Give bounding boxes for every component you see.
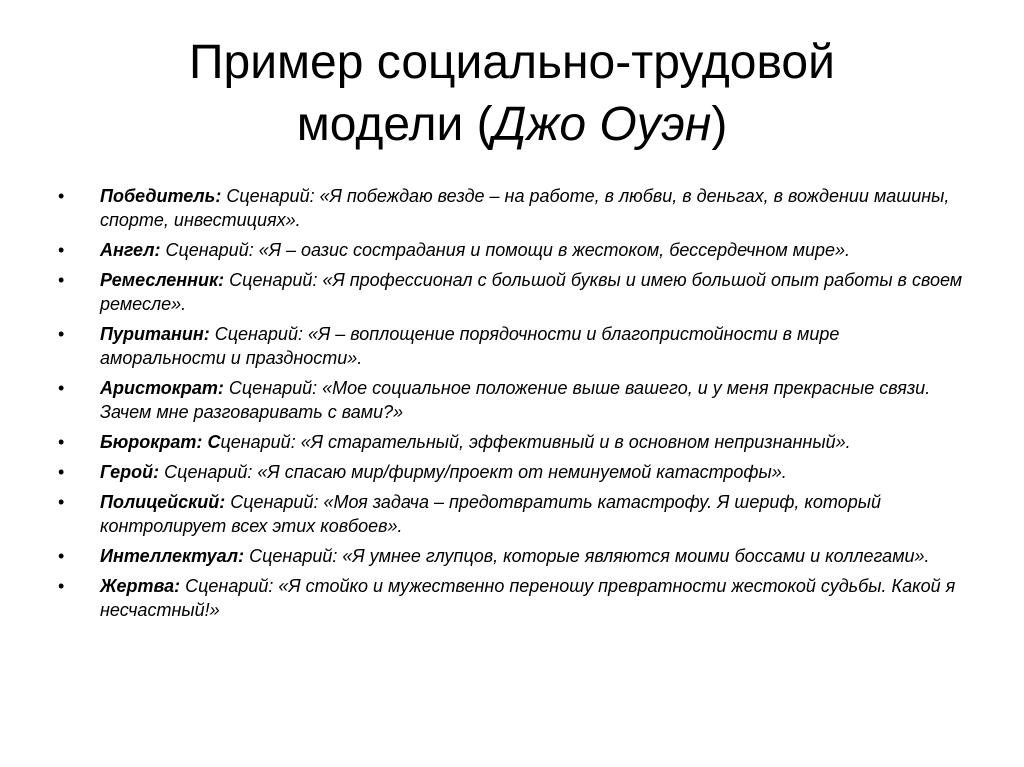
- title-author-name: Джо Оуэн: [492, 98, 712, 151]
- list-item: [58, 184, 968, 232]
- role-name: Герой:: [100, 462, 160, 482]
- bullet-icon: •: [58, 186, 65, 206]
- role-name: Ангел:: [100, 240, 161, 260]
- bullet-icon: •: [58, 378, 65, 398]
- list-item: [58, 574, 968, 622]
- label-text: Сценарий: [244, 546, 333, 566]
- scenario-list: [58, 184, 968, 628]
- scenario-text: : «Я побеждаю везде – на работе, в любви, в деньгах, в вождении машины, спорте, инвестициях».: [100, 186, 950, 230]
- list-item: [58, 322, 968, 370]
- scenario-text: : «Я – оазис сострадания и помощи в жестоком, бессердечном мире».: [248, 240, 851, 260]
- role-name: Пуританин:: [100, 324, 210, 344]
- label-text: Сценарий: [209, 324, 298, 344]
- bullet-icon: •: [58, 324, 65, 344]
- slide-title: [60, 32, 964, 156]
- scenario-text: : «Я спасаю мир/фирму/проект от неминуемой катастрофы».: [247, 462, 787, 482]
- bullet-icon: •: [58, 240, 65, 260]
- list-item: [58, 544, 968, 568]
- scenario-text: : «Я умнее глупцов, которые являются моими боссами и коллегами».: [332, 546, 930, 566]
- label-text: Сценарий: [221, 186, 310, 206]
- bullet-icon: •: [58, 270, 65, 290]
- role-name: Победитель:: [100, 186, 222, 206]
- bullet-icon: •: [58, 462, 65, 482]
- role-name: Аристократ:: [100, 378, 224, 398]
- list-item: [58, 376, 968, 424]
- bullet-icon: •: [58, 576, 65, 596]
- label-text: Сценарий: [160, 240, 249, 260]
- list-item: [58, 460, 968, 484]
- scenario-text: : «Я старательный, эффективный и в основном непризнанный».: [290, 432, 851, 452]
- label-text: Сценарий: [223, 378, 313, 398]
- label-text: Сценарий: [224, 270, 313, 290]
- role-name: Жертва:: [100, 576, 181, 596]
- title-line-1: Пример социально-трудовой: [189, 36, 835, 89]
- role-name: Ремесленник:: [100, 270, 225, 290]
- role-name: Интеллектуал:: [100, 546, 245, 566]
- label-text: ценарий: [220, 432, 291, 452]
- scenario-text: : «Я стойко и мужественно переношу превратности жестокой судьбы. Какой я несчастный!»: [100, 576, 956, 620]
- label-text: Сценарий: [180, 576, 269, 596]
- title-line-2-suffix: ): [711, 98, 728, 151]
- scenario-text: : «Мое социальное положение выше вашего, и у меня прекрасные связи. Зачем мне разговаривать с вами?»: [100, 378, 931, 422]
- scenario-text: : «Я – воплощение порядочности и благопристойности в мире аморальности и праздности».: [100, 324, 840, 368]
- bullet-icon: •: [58, 432, 65, 452]
- scenario-text: : «Моя задача – предотвратить катастрофу. Я шериф, который контролирует всех этих ковбоев».: [100, 492, 881, 536]
- list-item: [58, 268, 968, 316]
- list-item: [58, 238, 968, 262]
- label-text: Сценарий: [159, 462, 248, 482]
- bullet-icon: •: [58, 492, 65, 512]
- role-name: Бюрократ:: [100, 432, 203, 452]
- list-item: [58, 430, 968, 454]
- list-item: [58, 490, 968, 538]
- scenario-text: : «Я профессионал с большой буквы и имею большой опыт работы в своем ремесле».: [100, 270, 963, 314]
- label-bold-part: С: [202, 432, 221, 452]
- label-text: Сценарий: [225, 492, 314, 512]
- title-line-2-prefix: модели (: [296, 98, 493, 151]
- role-name: Полицейский:: [100, 492, 226, 512]
- bullet-icon: •: [58, 546, 65, 566]
